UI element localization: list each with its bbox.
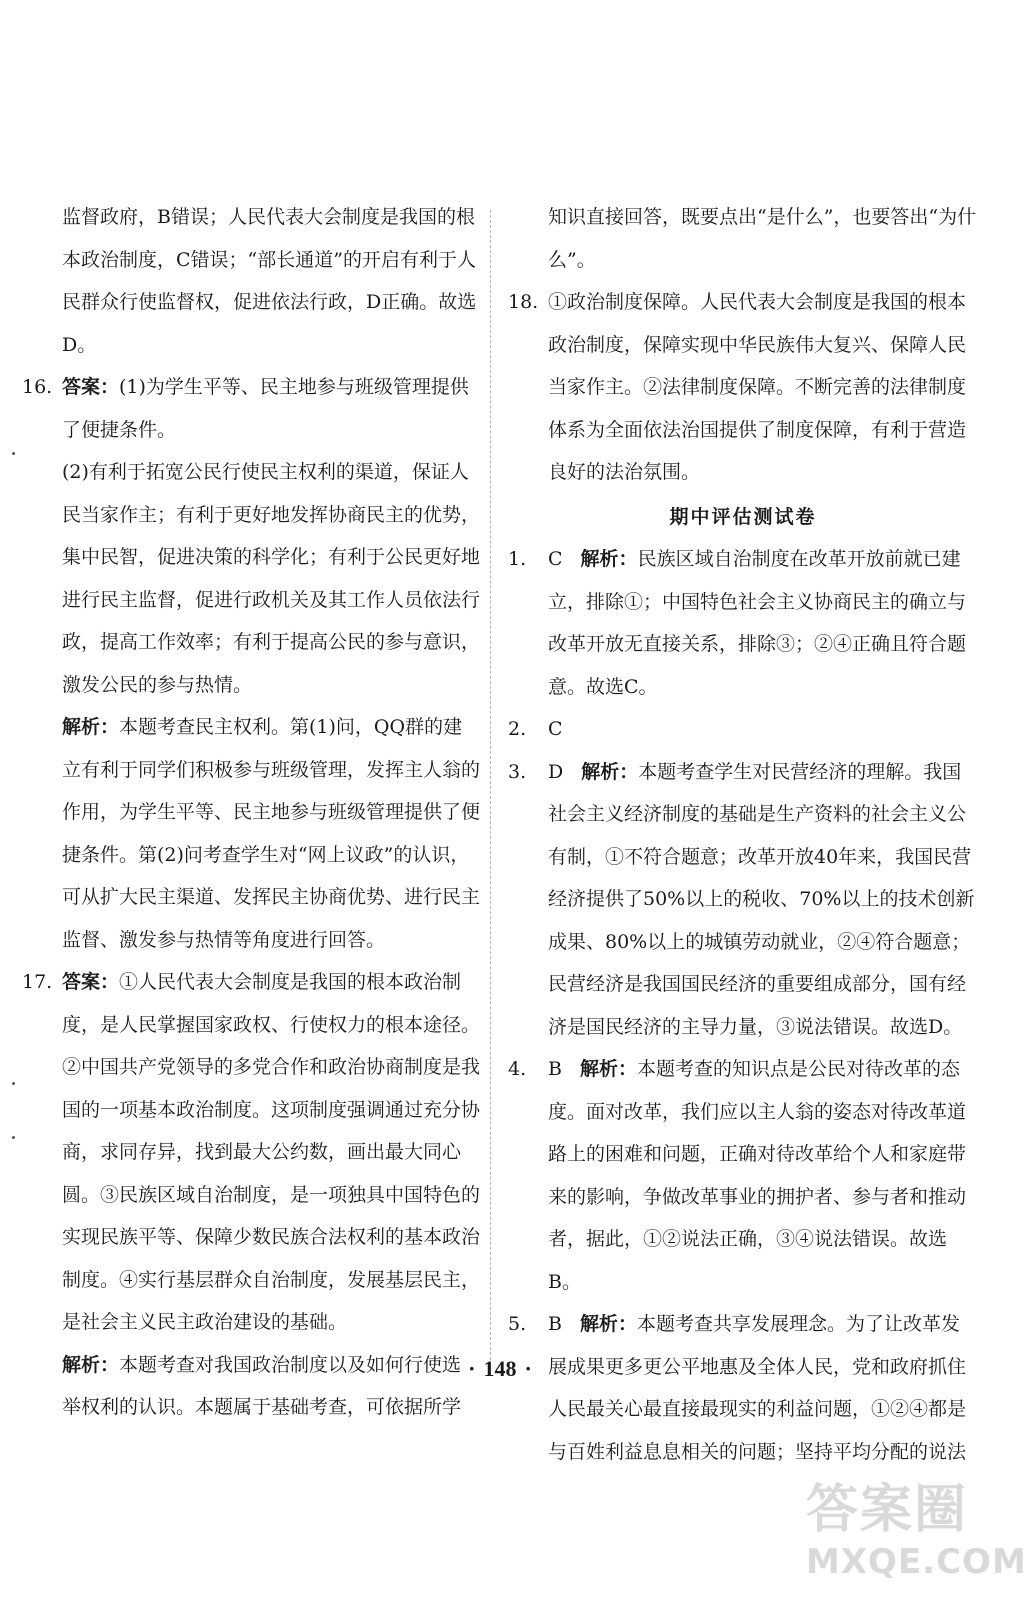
watermark-logo bbox=[806, 1478, 1027, 1600]
q16-analysis: 解析：本题考查民主权利。第(1)问，QQ群的建立有利于同学们积极参与班级管理，发挥主人翁的作用，为学生平等、民主地参与班级管理提供了便捷条件。第(2)问考查学生对“网上议政”的认识，可从扩大民主渠道、发挥民主协商优势、进行民主监督、激发参与热情等角度进行回答。 bbox=[62, 716, 481, 951]
midterm-q4: 4. B 解析：本题考查的知识点是公民对待改革的态度。面对改革，我们应以主人翁的姿态对待改革道路上的困难和问题，正确对待改革给个人和家庭带来的影响，争做改革事业的拥护者、参与者和推动者，据此，①②说法正确，③④说法错误。故选B。 bbox=[508, 1048, 978, 1303]
question-number: 5. bbox=[508, 1313, 527, 1335]
margin-mark bbox=[12, 1136, 15, 1139]
choice-answer: D bbox=[548, 760, 564, 783]
analysis-label: 解析： bbox=[579, 1058, 637, 1080]
analysis-label: 解析： bbox=[579, 1313, 637, 1335]
choice-answer: C bbox=[548, 548, 563, 570]
watermark-url: MXQE.COM bbox=[806, 1542, 1027, 1582]
watermark-text: 答案圈 bbox=[806, 1480, 969, 1540]
midterm-q1: 1. C 解析：民族区域自治制度在改革开放前就已建立，排除①；中国特色社会主义协商民主的确立与改革开放无直接关系，排除③；②④正确且符合题意。故选C。 bbox=[508, 538, 978, 708]
answer-text: (1)为学生平等、民主地参与班级管理提供了便捷条件。 bbox=[62, 376, 469, 441]
page-number: · 148 · bbox=[468, 1356, 532, 1381]
choice-answer: C bbox=[548, 718, 563, 740]
question-number: 18. bbox=[508, 291, 539, 313]
q17-answer bbox=[22, 961, 480, 1344]
answer-text: ①政治制度保障。人民代表大会制度是我国的根本政治制度，保障实现中华民族伟大复兴、保障人民当家作主。②法律制度保障。不断完善的法律制度体系为全面依法治国提供了制度保障，有利于营造良好的法治氛围。 bbox=[548, 291, 967, 483]
question-number: 2. bbox=[508, 718, 527, 740]
question-number: 17. bbox=[22, 971, 53, 993]
answer-label: 答案： bbox=[62, 376, 120, 398]
q16-answer bbox=[22, 366, 480, 451]
column-divider bbox=[490, 210, 491, 1360]
analysis-label: 解析： bbox=[580, 548, 638, 570]
section-title: 期中评估测试卷 bbox=[669, 505, 817, 528]
left-column bbox=[22, 196, 480, 1429]
question-number: 16. bbox=[22, 376, 53, 398]
q17-analysis: 解析：本题考查对我国政治制度以及如何行使选举权利的认识。本题属于基础考查，可依据所学 bbox=[62, 1353, 462, 1418]
answer-text: ①人民代表大会制度是我国的根本政治制度，是人民掌握国家政权、行使权力的根本途径。②中国共产党领导的多党合作和政治协商制度是我国的一项基本政治制度。这项制度强调通过充分协商，求同存异，找到最大公约数，画出最大同心圆。③民族区域自治制度，是一项独具中国特色的实现民族平等、保障少数民族合法权利的基本政治制度。④实行基层群众自治制度，发展基层民主，是社会主义民主政治建设的基础。 bbox=[62, 971, 481, 1333]
q15-continuation: 监督政府，B错误；人民代表大会制度是我国的根本政治制度，C错误；“部长通道”的开启有利于人民群众行使监督权，促进依法行政，D正确。故选D。 bbox=[62, 206, 477, 356]
midterm-q2 bbox=[508, 708, 978, 751]
analysis-label: 解析： bbox=[581, 760, 639, 783]
question-number: 4. bbox=[508, 1058, 527, 1080]
midterm-q5: 5. B 解析：本题考查共享发展理念。为了让改革发展成果更多更公平地惠及全体人民，党和政府抓住人民最关心最直接最现实的利益问题，①②④都是与百姓利益息息相关的问题；坚持平均分配的说法 bbox=[508, 1303, 978, 1473]
margin-mark bbox=[12, 452, 15, 455]
midterm-q3: 3. D 解析：本题考查学生对民营经济的理解。我国社会主义经济制度的基础是生产资料的社会主义公有制，①不符合题意；改革开放40年来，我国民营经济提供了50%以上的税收、70%以上的技术创新成果、80%以上的城镇劳动就业，②④符合题意；民营经济是我国国民经济的重要组成部分，国有经济是国民经济的主导力量，③说法错误。故选D。 bbox=[508, 751, 978, 1049]
choice-answer: B bbox=[548, 1058, 562, 1080]
analysis-label: 解析： bbox=[62, 716, 120, 738]
q16-answer-part2: (2)有利于拓宽公民行使民主权利的渠道，保证人民当家作主；有利于更好地发挥协商民主的优势，集中民智，促进决策的科学化；有利于公民更好地进行民主监督，促进行政机关及其工作人员依法行政，提高工作效率；有利于提高公民的参与意识，激发公民的参与热情。 bbox=[62, 461, 481, 696]
choice-answer: B bbox=[548, 1313, 562, 1335]
q18-answer bbox=[508, 281, 978, 494]
analysis-label: 解析： bbox=[62, 1353, 120, 1376]
question-number: 3. bbox=[508, 760, 527, 783]
question-number: 1. bbox=[508, 548, 527, 570]
answer-label: 答案： bbox=[62, 971, 120, 993]
margin-mark bbox=[12, 1082, 15, 1085]
right-column bbox=[508, 196, 978, 1473]
q17-continuation: 知识直接回答，既要点出“是什么”，也要答出“为什么”。 bbox=[548, 206, 977, 271]
